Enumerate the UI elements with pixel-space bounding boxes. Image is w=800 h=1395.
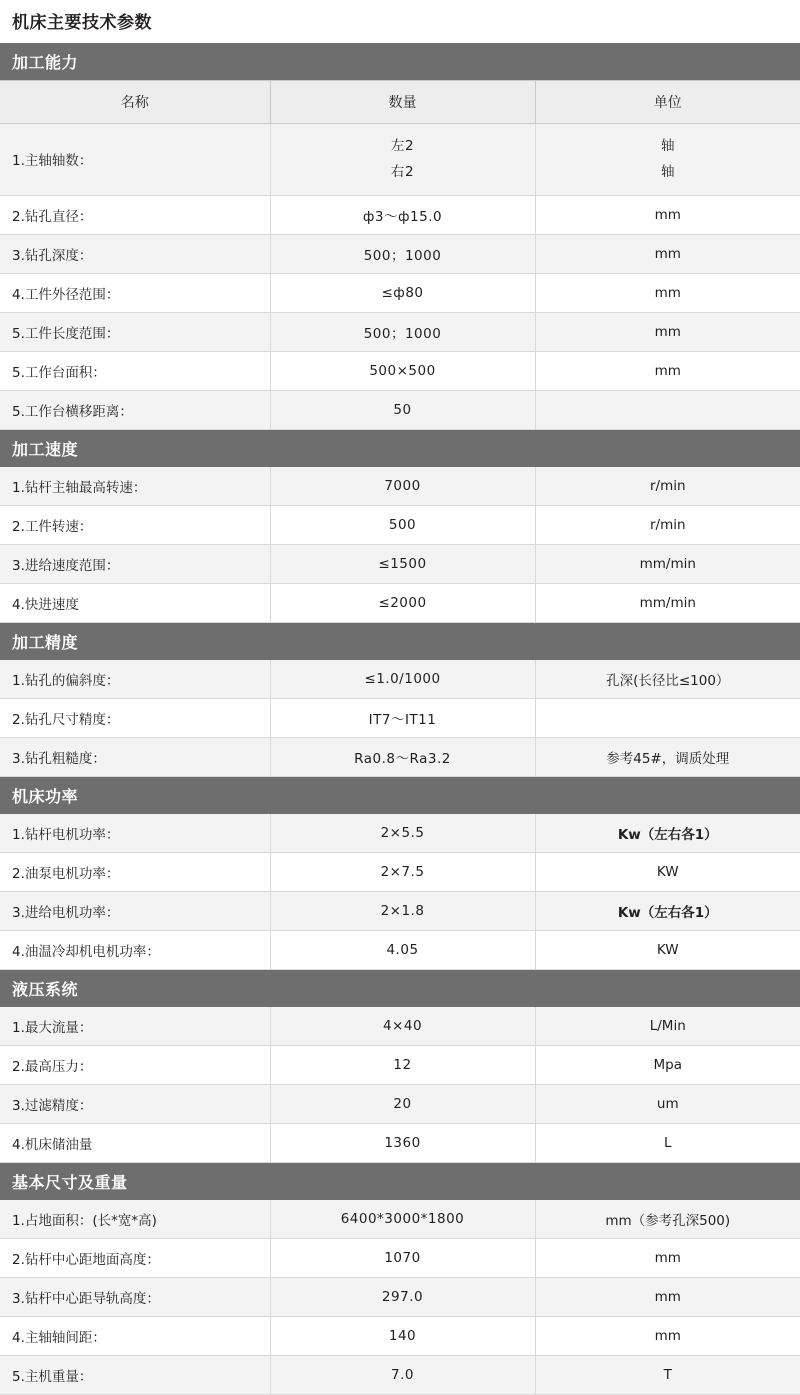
row-unit: mm/min [535, 583, 800, 622]
table-row [0, 351, 800, 390]
table-row [0, 930, 800, 969]
row-label: 3.钻杆中心距导轨高度： [0, 1277, 270, 1316]
row-unit: mm [535, 1238, 800, 1277]
row-unit: mm [535, 1277, 800, 1316]
row-label: 2.钻孔直径： [0, 195, 270, 234]
row-unit: mm（参考孔深500) [535, 1200, 800, 1239]
row-quantity: 2×5.5 [270, 814, 535, 853]
row-quantity: ≤1500 [270, 544, 535, 583]
specifications-table [0, 43, 800, 1395]
row-unit [535, 390, 800, 429]
row-quantity: ≤1.0/1000 [270, 660, 535, 699]
section-header-row [0, 969, 800, 1007]
column-header-row [0, 81, 800, 124]
table-row [0, 273, 800, 312]
row-quantity: 50 [270, 390, 535, 429]
section-header-row [0, 622, 800, 660]
table-row [0, 1123, 800, 1162]
row-unit: mm [535, 1316, 800, 1355]
table-row [0, 814, 800, 853]
table-row [0, 1355, 800, 1394]
row-label: 5.工作台横移距离： [0, 390, 270, 429]
table-row [0, 312, 800, 351]
row-label: 2.钻杆中心距地面高度： [0, 1238, 270, 1277]
row-label: 4.油温冷却机电机功率： [0, 930, 270, 969]
row-unit: mm [535, 273, 800, 312]
row-quantity: 500 [270, 505, 535, 544]
row-unit: mm [535, 312, 800, 351]
section-header-row [0, 429, 800, 467]
row-quantity: 500；1000 [270, 312, 535, 351]
row-unit: 轴 轴 [535, 124, 800, 196]
row-unit: Kw（左右各1） [535, 814, 800, 853]
table-row [0, 1045, 800, 1084]
row-label: 4.机床储油量 [0, 1123, 270, 1162]
table-row [0, 737, 800, 776]
row-quantity: 140 [270, 1316, 535, 1355]
section-header-row [0, 1162, 800, 1200]
page-title: 机床主要技术参数 [12, 13, 152, 33]
row-label: 1.占地面积：(长*宽*高) [0, 1200, 270, 1239]
table-row [0, 852, 800, 891]
section-header-row [0, 43, 800, 81]
section-title: 液压系统 [0, 969, 800, 1007]
row-unit: 参考45#，调质处理 [535, 737, 800, 776]
row-quantity: 297.0 [270, 1277, 535, 1316]
row-unit: KW [535, 930, 800, 969]
table-row [0, 1316, 800, 1355]
row-quantity: ≤2000 [270, 583, 535, 622]
row-label: 2.钻孔尺寸精度： [0, 698, 270, 737]
table-row [0, 1084, 800, 1123]
row-quantity: 12 [270, 1045, 535, 1084]
row-label: 5.工作台面积： [0, 351, 270, 390]
row-unit: T [535, 1355, 800, 1394]
row-quantity: 2×7.5 [270, 852, 535, 891]
row-label: 1.主轴轴数： [0, 124, 270, 196]
column-header: 单位 [535, 81, 800, 124]
row-label: 2.工件转速： [0, 505, 270, 544]
table-row [0, 891, 800, 930]
table-row [0, 195, 800, 234]
row-unit: 孔深(长径比≤100） [535, 660, 800, 699]
row-unit: mm/min [535, 544, 800, 583]
row-quantity: 1070 [270, 1238, 535, 1277]
row-label: 3.过滤精度： [0, 1084, 270, 1123]
row-label: 3.钻孔粗糙度： [0, 737, 270, 776]
table-row [0, 467, 800, 506]
row-unit: mm [535, 234, 800, 273]
row-quantity: 7.0 [270, 1355, 535, 1394]
row-quantity: ≤ф80 [270, 273, 535, 312]
section-header-row [0, 776, 800, 814]
row-unit: um [535, 1084, 800, 1123]
row-label: 4.快进速度 [0, 583, 270, 622]
row-quantity: 500×500 [270, 351, 535, 390]
row-label: 1.钻杆主轴最高转速： [0, 467, 270, 506]
table-row [0, 505, 800, 544]
table-row [0, 124, 800, 196]
table-row [0, 234, 800, 273]
table-row [0, 1238, 800, 1277]
row-unit: r/min [535, 467, 800, 506]
row-unit: r/min [535, 505, 800, 544]
row-unit [535, 698, 800, 737]
row-label: 3.进给电机功率： [0, 891, 270, 930]
table-row [0, 544, 800, 583]
row-quantity: 20 [270, 1084, 535, 1123]
section-title: 加工精度 [0, 622, 800, 660]
section-title: 基本尺寸及重量 [0, 1162, 800, 1200]
row-quantity: 1360 [270, 1123, 535, 1162]
row-label: 3.钻孔深度： [0, 234, 270, 273]
row-quantity: ф3～ф15.0 [270, 195, 535, 234]
table-row [0, 660, 800, 699]
table-row [0, 583, 800, 622]
row-quantity: 4.05 [270, 930, 535, 969]
row-label: 1.最大流量： [0, 1007, 270, 1046]
row-unit: mm [535, 195, 800, 234]
row-label: 2.最高压力： [0, 1045, 270, 1084]
row-label: 4.主轴轴间距： [0, 1316, 270, 1355]
row-unit: L/Min [535, 1007, 800, 1046]
row-unit: mm [535, 351, 800, 390]
row-quantity: IT7～IT11 [270, 698, 535, 737]
section-title: 加工速度 [0, 429, 800, 467]
section-title: 机床功率 [0, 776, 800, 814]
row-quantity: 7000 [270, 467, 535, 506]
row-label: 3.进给速度范围： [0, 544, 270, 583]
row-label: 5.主机重量： [0, 1355, 270, 1394]
row-unit: KW [535, 852, 800, 891]
row-quantity: 2×1.8 [270, 891, 535, 930]
column-header: 数量 [270, 81, 535, 124]
row-unit: Kw（左右各1） [535, 891, 800, 930]
row-quantity: 6400*3000*1800 [270, 1200, 535, 1239]
row-label: 4.工件外径范围： [0, 273, 270, 312]
row-unit: L [535, 1123, 800, 1162]
table-row [0, 1277, 800, 1316]
column-header: 名称 [0, 81, 270, 124]
table-row [0, 1007, 800, 1046]
row-label: 1.钻杆电机功率： [0, 814, 270, 853]
table-row [0, 698, 800, 737]
section-title: 加工能力 [0, 43, 800, 81]
row-unit: Mpa [535, 1045, 800, 1084]
table-row [0, 1200, 800, 1239]
table-row [0, 390, 800, 429]
row-quantity: 4×40 [270, 1007, 535, 1046]
row-quantity: 左2 右2 [270, 124, 535, 196]
row-label: 1.钻孔的偏斜度： [0, 660, 270, 699]
row-quantity: 500；1000 [270, 234, 535, 273]
row-label: 5.工件长度范围： [0, 312, 270, 351]
row-quantity: Ra0.8～Ra3.2 [270, 737, 535, 776]
row-label: 2.油泵电机功率： [0, 852, 270, 891]
